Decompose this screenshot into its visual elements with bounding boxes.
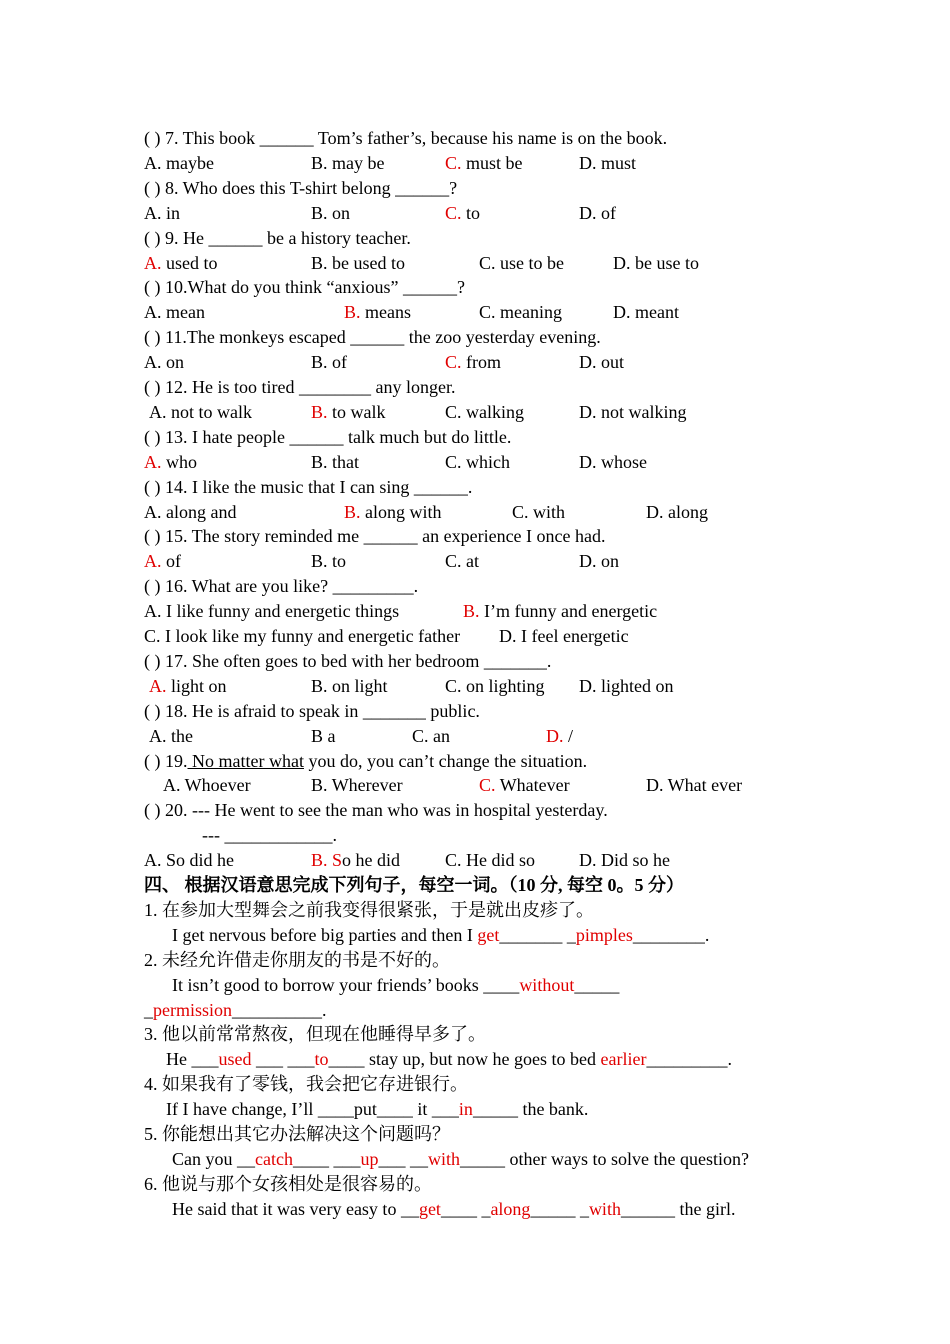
option-text: Did so he bbox=[596, 850, 670, 871]
option-text: that bbox=[327, 451, 360, 472]
option-text: to walk bbox=[327, 401, 386, 422]
option-text: / bbox=[563, 725, 574, 746]
answer: catch bbox=[255, 1148, 293, 1169]
option-text: lighted on bbox=[596, 675, 674, 696]
option-letter: D. bbox=[613, 302, 631, 323]
chinese-sentence bbox=[144, 899, 594, 923]
option-text: light on bbox=[166, 675, 227, 696]
option-c bbox=[445, 202, 480, 224]
option-text: He did so bbox=[461, 850, 536, 871]
option-a bbox=[144, 501, 236, 523]
option-c bbox=[512, 501, 565, 523]
option-letter: B. S bbox=[311, 850, 343, 871]
question-text: --- ____________. bbox=[202, 825, 337, 846]
option-letter: B. bbox=[311, 252, 328, 273]
option-letter: C. bbox=[445, 850, 462, 871]
option-a bbox=[149, 675, 227, 697]
option-a bbox=[144, 451, 197, 473]
text: He said that it was very easy to __ bbox=[172, 1198, 419, 1219]
option-c bbox=[445, 849, 535, 871]
option-text: on bbox=[161, 352, 184, 373]
option-d bbox=[613, 252, 699, 274]
option-letter: A. bbox=[144, 501, 162, 522]
option-c bbox=[479, 252, 564, 274]
option-letter: D. bbox=[499, 626, 517, 646]
option-c bbox=[445, 451, 510, 473]
text: _ bbox=[144, 999, 153, 1020]
option-text: not walking bbox=[596, 401, 687, 422]
answer: along bbox=[490, 1198, 531, 1219]
option-letter: D. bbox=[613, 252, 631, 273]
option-letter: D. bbox=[646, 501, 664, 522]
option-d bbox=[646, 774, 742, 796]
option-letter: B. bbox=[311, 451, 328, 472]
english-sentence bbox=[166, 1098, 588, 1122]
option-letter: C. bbox=[445, 675, 462, 696]
chinese-text: 1. 在参加大型舞会之前我变得很紧张，于是就出皮疹了。 bbox=[144, 899, 594, 920]
answer: to bbox=[314, 1049, 329, 1070]
text: _____ _ bbox=[530, 1198, 589, 1219]
question-text: ( ) 16. What are you like? _________. bbox=[144, 576, 419, 597]
option-letter: A. bbox=[144, 252, 162, 273]
option-c bbox=[412, 725, 450, 747]
text: If I have change, I’ll ____put____ it ___ bbox=[166, 1099, 459, 1120]
english-sentence bbox=[172, 1148, 749, 1172]
option-text: Whatever bbox=[495, 775, 570, 796]
option-letter: C. bbox=[479, 775, 496, 796]
option-c bbox=[445, 675, 545, 697]
option-letter: D. bbox=[579, 850, 597, 871]
option-text: the bbox=[166, 725, 193, 746]
option-letter: B. bbox=[463, 601, 480, 622]
option-letter: A. bbox=[144, 202, 162, 223]
option-letter: A. bbox=[144, 451, 162, 472]
text: ___ ___ bbox=[251, 1049, 315, 1070]
english-sentence bbox=[172, 1198, 735, 1222]
option-letter: C. bbox=[412, 725, 429, 746]
option-letter: C. bbox=[512, 501, 529, 522]
text: __________. bbox=[232, 999, 327, 1020]
option-letter: A. bbox=[144, 551, 162, 572]
option-b bbox=[311, 451, 359, 473]
option-letter: A. bbox=[144, 352, 162, 373]
question-text: you do, you can’t change the situation. bbox=[303, 750, 588, 771]
option-text: means bbox=[360, 302, 411, 323]
option-text: a bbox=[323, 725, 336, 746]
option-text: to bbox=[327, 551, 347, 572]
option-a bbox=[144, 550, 181, 572]
option-a bbox=[144, 252, 218, 274]
option-text: Wherever bbox=[327, 775, 403, 796]
answer: earlier bbox=[600, 1049, 647, 1070]
section-title: 四、 根据汉语意思完成下列句子，每空一词。（10 分, 每空 0。5 分） bbox=[144, 875, 684, 895]
option-a bbox=[144, 152, 214, 174]
option-text: be used to bbox=[327, 252, 405, 273]
option-letter: B. bbox=[311, 675, 328, 696]
option-c bbox=[479, 301, 562, 323]
option-letter: D. bbox=[646, 775, 664, 796]
question-text: ( ) 8. Who does this T-shirt belong ______? bbox=[144, 177, 458, 198]
question-text: ( ) 20. --- He went to see the man who was in hospital yesterday. bbox=[144, 800, 608, 821]
option-letter: B. bbox=[344, 501, 361, 522]
question-stem bbox=[144, 799, 608, 823]
question-stem bbox=[144, 750, 587, 774]
chinese-sentence bbox=[144, 1023, 486, 1047]
option-letter: B. bbox=[311, 152, 328, 173]
answer: with bbox=[588, 1198, 621, 1219]
option-b bbox=[344, 501, 442, 523]
option-text: of bbox=[327, 352, 348, 373]
option-letter: C. bbox=[144, 626, 161, 646]
option-b bbox=[499, 625, 629, 647]
chinese-sentence bbox=[144, 1073, 468, 1097]
answer: pimples bbox=[575, 924, 633, 945]
question-stem bbox=[144, 227, 411, 251]
option-letter: A. bbox=[163, 775, 181, 796]
option-a bbox=[163, 774, 251, 796]
option-text: along and bbox=[161, 501, 237, 522]
option-text: o he did bbox=[342, 850, 401, 871]
option-c bbox=[445, 152, 523, 174]
text: _________. bbox=[646, 1049, 732, 1070]
answer: with bbox=[427, 1148, 460, 1169]
option-b bbox=[311, 351, 347, 373]
option-text: from bbox=[461, 352, 502, 373]
option-d bbox=[579, 351, 624, 373]
question-stem bbox=[144, 525, 606, 549]
option-text: of bbox=[596, 202, 616, 223]
option-b bbox=[311, 550, 346, 572]
option-letter: C. bbox=[479, 302, 496, 323]
text: _______ _ bbox=[499, 924, 576, 945]
option-letter: D. bbox=[546, 725, 564, 746]
option-a bbox=[144, 849, 234, 871]
question-stem bbox=[144, 650, 551, 674]
option-letter: B bbox=[311, 725, 324, 746]
option-d bbox=[579, 675, 674, 697]
option-letter: A. bbox=[144, 601, 162, 622]
question-stem bbox=[144, 276, 465, 300]
option-text: not to walk bbox=[166, 401, 252, 422]
text: ___ __ bbox=[378, 1148, 428, 1169]
option-letter: B. bbox=[311, 352, 328, 373]
question-text: ( ) 11.The monkeys escaped ______ the zoo yesterday evening. bbox=[144, 327, 601, 348]
option-text: So did he bbox=[161, 850, 235, 871]
text: ____ ___ bbox=[292, 1148, 361, 1169]
option-letter: C. bbox=[445, 352, 462, 373]
question-stem bbox=[144, 326, 601, 350]
option-d bbox=[579, 849, 670, 871]
option-letter: A. bbox=[144, 152, 162, 173]
chinese-text: 2. 未经允许借走你朋友的书是不好的。 bbox=[144, 949, 450, 970]
chinese-sentence bbox=[144, 1123, 450, 1147]
option-text: meaning bbox=[495, 302, 562, 323]
text: _____ other ways to solve the question? bbox=[459, 1148, 749, 1169]
option-text: I look like my funny and energetic father bbox=[160, 626, 461, 646]
option-text: on light bbox=[327, 675, 388, 696]
question-stem bbox=[144, 376, 455, 400]
english-sentence-cont bbox=[144, 999, 327, 1023]
option-text: mean bbox=[161, 302, 205, 323]
option-letter: C. bbox=[445, 202, 462, 223]
option-letter: D. bbox=[579, 451, 597, 472]
option-d bbox=[579, 152, 636, 174]
chinese-text: 5. 你能想出其它办法解决这个问题吗？ bbox=[144, 1124, 450, 1144]
option-a bbox=[149, 725, 193, 747]
text: Can you __ bbox=[172, 1148, 255, 1169]
option-c bbox=[479, 774, 570, 796]
text: ________. bbox=[632, 924, 710, 945]
option-text: used to bbox=[161, 252, 218, 273]
option-letter: D. bbox=[579, 202, 597, 223]
option-letter: A. bbox=[144, 850, 162, 871]
option-text: may be bbox=[327, 152, 385, 173]
option-text: maybe bbox=[161, 152, 214, 173]
option-text: in bbox=[161, 202, 181, 223]
text: ______ the girl. bbox=[620, 1198, 736, 1219]
option-b bbox=[463, 600, 657, 622]
option-letter: C. bbox=[445, 401, 462, 422]
question-text: ( ) 12. He is too tired ________ any longer. bbox=[144, 377, 456, 397]
option-letter: B. bbox=[311, 401, 328, 422]
text: _____ bbox=[574, 974, 620, 995]
text: _____ the bank. bbox=[472, 1099, 589, 1120]
option-letter: C. bbox=[445, 451, 462, 472]
option-letter: D. bbox=[579, 675, 597, 696]
question-text: ( ) 7. This book ______ Tom’s father’s, because his name is on the book. bbox=[144, 128, 668, 148]
option-b bbox=[311, 725, 336, 747]
option-d bbox=[579, 550, 619, 572]
option-a bbox=[149, 401, 252, 423]
answer: up bbox=[360, 1148, 379, 1169]
option-a bbox=[144, 351, 184, 373]
option-text: I’m funny and energetic bbox=[479, 601, 658, 622]
option-text: use to be bbox=[495, 252, 564, 273]
option-d bbox=[546, 725, 573, 747]
text: I get nervous before big parties and then I bbox=[172, 924, 478, 945]
chinese-text: 4. 如果我有了零钱，我会把它存进银行。 bbox=[144, 1074, 468, 1095]
option-text: out bbox=[596, 352, 625, 373]
option-letter: C. bbox=[445, 152, 462, 173]
text: He ___ bbox=[166, 1049, 219, 1070]
option-text: at bbox=[461, 551, 480, 572]
option-letter: C. bbox=[445, 551, 462, 572]
option-text: I like funny and energetic things bbox=[161, 601, 400, 622]
option-d bbox=[613, 301, 679, 323]
option-text: walking bbox=[461, 401, 525, 422]
text: ____ _ bbox=[440, 1198, 491, 1219]
question-text: ( ) 13. I hate people ______ talk much but do little. bbox=[144, 426, 512, 447]
answer: without bbox=[519, 974, 575, 995]
option-text: of bbox=[161, 551, 181, 572]
option-d bbox=[579, 401, 687, 423]
option-letter: D. bbox=[579, 401, 597, 422]
text: ____ stay up, but now he goes to bed bbox=[328, 1049, 601, 1070]
option-b bbox=[311, 774, 403, 796]
question-text: ( ) 14. I like the music that I can sing ______. bbox=[144, 476, 473, 497]
question-response bbox=[202, 824, 337, 848]
option-text: I feel energetic bbox=[516, 626, 629, 646]
answer: used bbox=[218, 1049, 252, 1070]
question-text: ( ) 15. The story reminded me ______ an experience I once had. bbox=[144, 526, 606, 547]
option-letter: C. bbox=[479, 252, 496, 273]
answer: get bbox=[418, 1198, 441, 1219]
option-letter: D. bbox=[579, 551, 597, 572]
option-text: be use to bbox=[630, 252, 699, 273]
option-c bbox=[445, 401, 524, 423]
answer: in bbox=[458, 1099, 473, 1120]
option-text: whose bbox=[596, 451, 647, 472]
option-d bbox=[579, 451, 647, 473]
chinese-text: 6. 他说与那个女孩相处是很容易的。 bbox=[144, 1173, 432, 1194]
underlined-phrase: No matter what bbox=[187, 750, 304, 771]
option-b bbox=[344, 301, 411, 323]
section-heading bbox=[144, 874, 684, 898]
option-a bbox=[144, 202, 180, 224]
chinese-sentence bbox=[144, 949, 450, 973]
text: It isn’t good to borrow your friends’ books ____ bbox=[172, 974, 520, 995]
option-letter: D. bbox=[579, 352, 597, 373]
option-d bbox=[579, 202, 616, 224]
answer: permission bbox=[153, 999, 232, 1020]
option-text: with bbox=[528, 501, 566, 522]
chinese-sentence bbox=[144, 1173, 432, 1197]
english-sentence bbox=[172, 924, 709, 948]
question-stem bbox=[144, 426, 511, 450]
option-d bbox=[646, 501, 708, 523]
question-stem bbox=[144, 177, 457, 201]
option-b bbox=[311, 675, 388, 697]
english-sentence bbox=[166, 1048, 732, 1072]
option-text: to bbox=[461, 202, 481, 223]
answer: get bbox=[477, 924, 500, 945]
option-b bbox=[311, 202, 350, 224]
option-text: along bbox=[663, 501, 708, 522]
option-b bbox=[311, 401, 386, 423]
question-stem bbox=[144, 127, 667, 151]
option-b bbox=[311, 252, 405, 274]
option-letter: D. bbox=[579, 152, 597, 173]
option-text: Whoever bbox=[180, 775, 251, 796]
question-text: ( ) 10.What do you think “anxious” ______? bbox=[144, 277, 465, 298]
option-c bbox=[445, 351, 501, 373]
option-letter: A. bbox=[149, 725, 167, 746]
option-text: must bbox=[596, 152, 637, 173]
question-stem bbox=[144, 575, 418, 599]
option-letter: A. bbox=[149, 675, 167, 696]
question-text: ( ) 17. She often goes to bed with her bedroom _______. bbox=[144, 650, 552, 671]
question-stem bbox=[144, 700, 480, 724]
option-a bbox=[144, 301, 205, 323]
option-c bbox=[445, 550, 479, 572]
option-b bbox=[311, 152, 385, 174]
option-text: must be bbox=[461, 152, 523, 173]
option-text: on bbox=[327, 202, 351, 223]
option-letter: B. bbox=[344, 302, 361, 323]
question-text: ( ) 19. bbox=[144, 750, 188, 771]
question-text: ( ) 18. He is afraid to speak in _______ public. bbox=[144, 700, 480, 721]
option-letter: B. bbox=[311, 202, 328, 223]
option-text: What ever bbox=[663, 775, 743, 796]
option-text: an bbox=[428, 725, 451, 746]
option-letter: B. bbox=[311, 551, 328, 572]
option-a bbox=[144, 600, 399, 622]
option-letter: B. bbox=[311, 775, 328, 796]
option-letter: A. bbox=[144, 302, 162, 323]
option-text: along with bbox=[360, 501, 442, 522]
option-text: meant bbox=[630, 302, 679, 323]
option-b bbox=[311, 849, 400, 871]
option-text: who bbox=[161, 451, 197, 472]
option-text: on lighting bbox=[461, 675, 545, 696]
option-a bbox=[144, 625, 460, 647]
question-text: ( ) 9. He ______ be a history teacher. bbox=[144, 227, 411, 248]
english-sentence bbox=[172, 974, 619, 998]
chinese-text: 3. 他以前常常熬夜，但现在他睡得早多了。 bbox=[144, 1024, 486, 1045]
question-stem bbox=[144, 476, 472, 500]
option-text: which bbox=[461, 451, 511, 472]
option-letter: A. bbox=[149, 401, 167, 422]
option-text: on bbox=[596, 551, 619, 572]
